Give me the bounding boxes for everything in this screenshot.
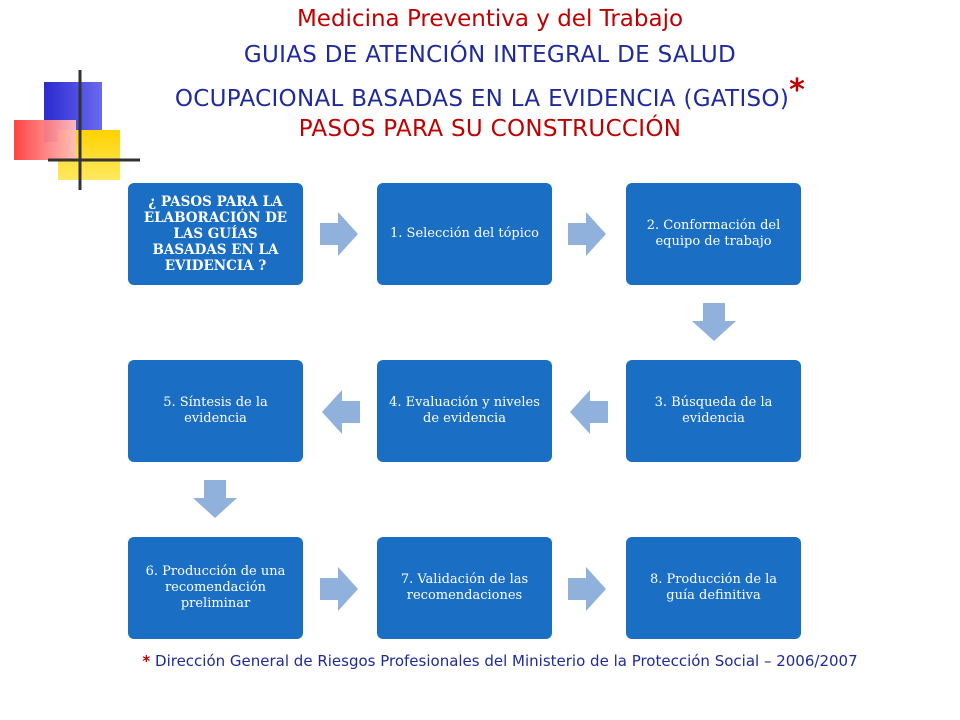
footnote-marker: * bbox=[142, 652, 151, 670]
decorative-logo bbox=[0, 60, 140, 190]
step-box-7: 7. Validación de las recomendaciones bbox=[377, 537, 552, 639]
footnote-marker: * bbox=[789, 73, 806, 108]
arrow-down-icon bbox=[692, 303, 736, 343]
footnote-text: Dirección General de Riesgos Profesionales del Ministerio de la Protección Social – 2006/2007 bbox=[155, 652, 858, 670]
step-box-question: ¿ PASOS PARA LA ELABORACIÓN DE LAS GUÍAS BASADAS EN LA EVIDENCIA ? bbox=[128, 183, 303, 285]
step-box-6: 6. Producción de una recomendación preliminar bbox=[128, 537, 303, 639]
arrow-right-icon bbox=[568, 212, 608, 256]
arrow-left-icon bbox=[568, 390, 608, 434]
step-box-4: 4. Evaluación y niveles de evidencia bbox=[377, 360, 552, 462]
arrow-down-icon bbox=[193, 480, 237, 520]
page-title-line-1: GUIAS DE ATENCIÓN INTEGRAL DE SALUD bbox=[243, 42, 737, 68]
arrow-left-icon bbox=[320, 390, 360, 434]
page-subtitle: Medicina Preventiva y del Trabajo bbox=[296, 6, 684, 32]
page-title-line-2: OCUPACIONAL BASADAS EN LA EVIDENCIA (GATISO)* bbox=[174, 73, 806, 112]
footnote bbox=[60, 652, 940, 670]
arrow-right-icon bbox=[320, 567, 360, 611]
arrow-right-icon bbox=[320, 212, 360, 256]
step-box-3: 3. Búsqueda de la evidencia bbox=[626, 360, 801, 462]
page-heading: PASOS PARA SU CONSTRUCCIÓN bbox=[298, 116, 682, 142]
step-box-8: 8. Producción de la guía definitiva bbox=[626, 537, 801, 639]
step-box-5: 5. Síntesis de la evidencia bbox=[128, 360, 303, 462]
step-box-1: 1. Selección del tópico bbox=[377, 183, 552, 285]
arrow-right-icon bbox=[568, 567, 608, 611]
step-box-2: 2. Conformación del equipo de trabajo bbox=[626, 183, 801, 285]
